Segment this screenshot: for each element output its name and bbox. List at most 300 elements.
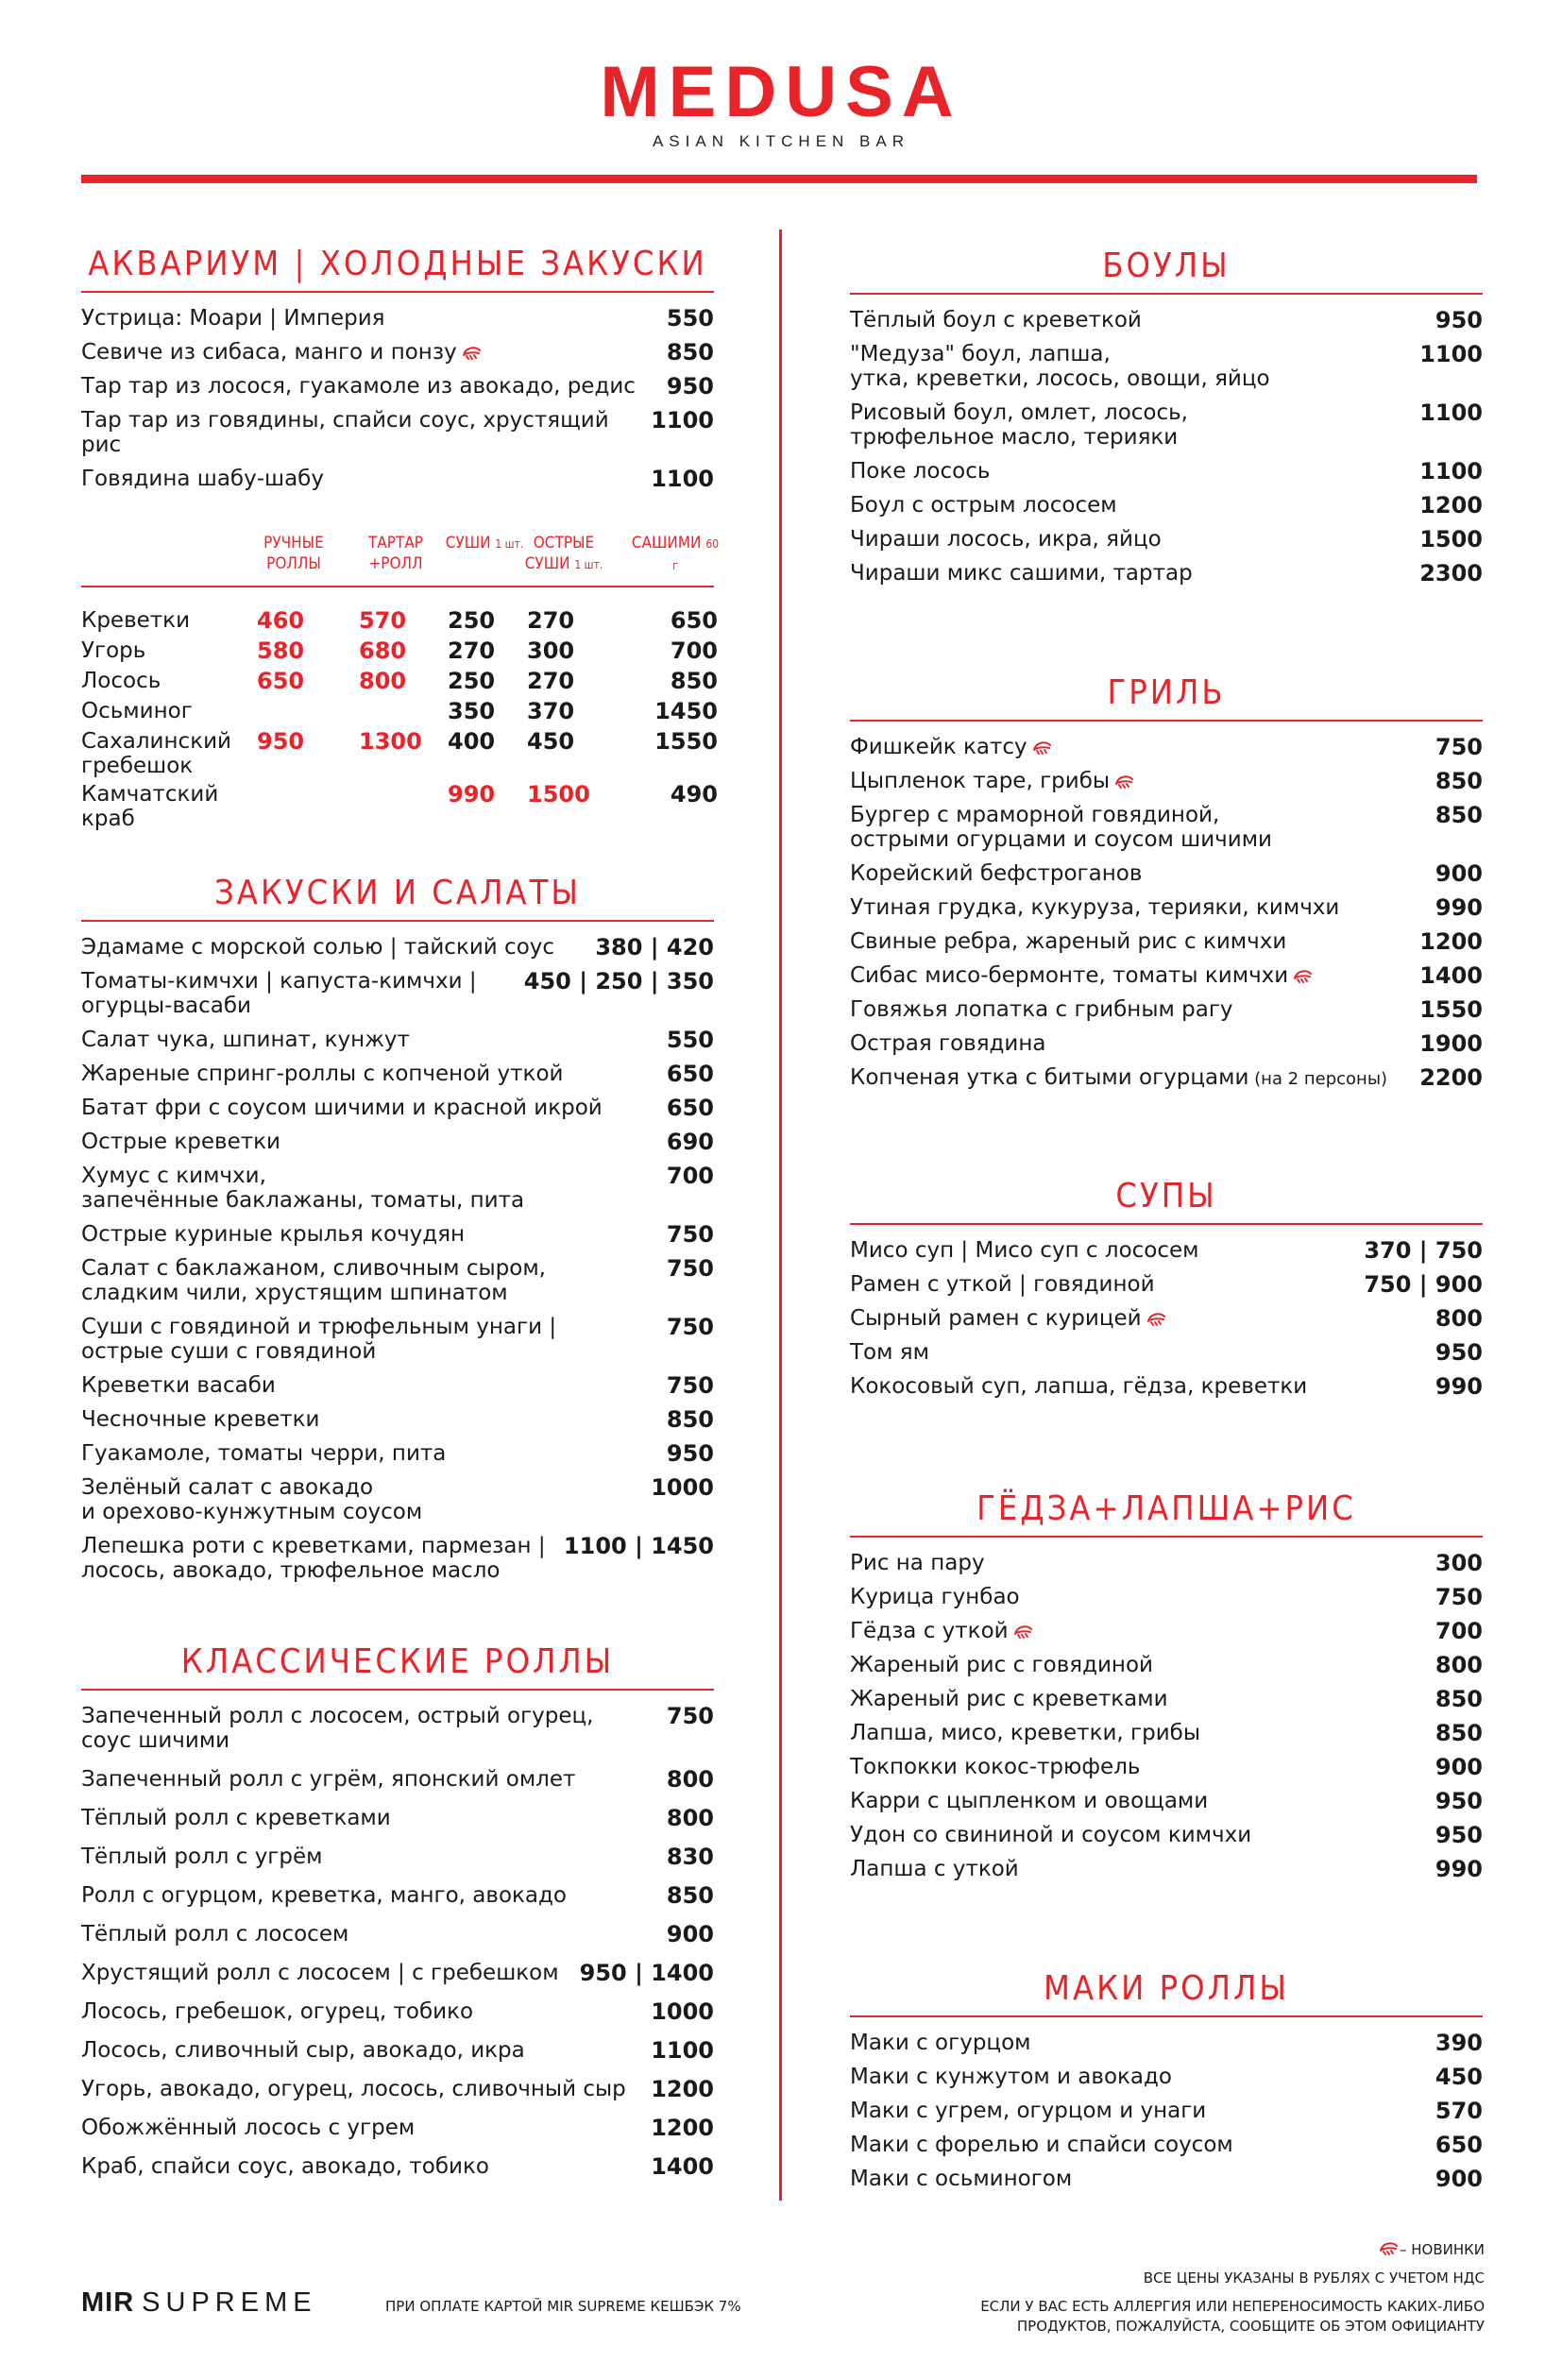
item-name: Копченая утка с битыми огурцами (на 2 персоны) — [850, 1065, 1388, 1090]
menu-item — [850, 1653, 1483, 1677]
menu-item — [850, 1031, 1483, 1056]
item-price: 1900 — [1419, 1030, 1483, 1057]
item-name: "Медуза" боул, лапша, утка, креветки, лосось, овощи, яйцо — [850, 342, 1270, 391]
menu-item — [850, 561, 1483, 586]
item-price: 850 — [1435, 1720, 1483, 1746]
item-price: 990 — [1435, 1856, 1483, 1882]
menu-item — [81, 374, 714, 399]
section-rule — [850, 293, 1483, 295]
item-price: 700 — [1435, 1618, 1483, 1644]
menu-item — [81, 1534, 714, 1583]
section-title: СУПЫ — [1115, 1177, 1217, 1216]
item-name: Хрустящий ролл с лососем | с гребешком — [81, 1961, 559, 1985]
menu-item — [81, 1407, 714, 1432]
item-price: 1000 — [651, 1998, 714, 2025]
item-price: 750 — [666, 1221, 714, 1248]
row-name: Креветки — [81, 608, 191, 633]
sushi-price-cell: 570 — [359, 607, 407, 634]
item-name: Креветки васаби — [81, 1373, 276, 1398]
item-price: 1200 — [651, 2115, 714, 2141]
item-price: 750 — [666, 1314, 714, 1340]
menu-item — [850, 2065, 1483, 2089]
menu-item — [850, 1551, 1483, 1575]
item-list — [81, 935, 714, 1583]
item-price: 990 — [1435, 894, 1483, 921]
menu-item — [81, 2154, 714, 2179]
menu-item — [81, 1062, 714, 1086]
item-name: Запеченный ролл с лососем, острый огурец, соус шичими — [81, 1704, 594, 1753]
item-name: Жареный рис с говядиной — [850, 1653, 1153, 1677]
menu-item — [81, 1475, 714, 1524]
menu-item — [850, 459, 1483, 484]
item-name: Гёдза с уткой — [850, 1619, 1422, 1643]
item-name: Фишкейк катсу — [850, 735, 1422, 759]
item-name: Батат фри с соусом шичими и красной икрой — [81, 1096, 603, 1120]
item-price: 1200 — [1419, 492, 1483, 518]
menu-item — [850, 963, 1483, 988]
item-price: 650 — [1435, 2132, 1483, 2158]
item-list — [850, 308, 1483, 586]
section-grill — [850, 672, 1483, 1101]
menu-item — [81, 1441, 714, 1466]
item-price: 550 — [666, 305, 714, 332]
item-name: Кокосовый суп, лапша, гёдза, креветки — [850, 1374, 1308, 1399]
menu-item — [81, 1373, 714, 1398]
item-name: Лепешка роти с креветками, пармезан | лосось, авокадо, трюфельное масло — [81, 1534, 546, 1583]
allergy-note-line1: ЕСЛИ У ВАС ЕСТЬ АЛЛЕРГИЯ ИЛИ НЕПЕРЕНОСИМОСТЬ КАКИХ-ЛИБО — [980, 2298, 1485, 2315]
column-divider — [779, 230, 782, 2201]
item-name: Боул с острым лососем — [850, 493, 1117, 518]
item-name: Сырный рамен с курицей — [850, 1306, 1422, 1331]
item-name: Карри с цыпленком и овощами — [850, 1789, 1209, 1813]
section-snacks — [81, 873, 714, 1592]
section-title: ГРИЛЬ — [1107, 673, 1226, 712]
menu-item — [850, 342, 1483, 391]
item-name: Мисо суп | Мисо суп с лососем — [850, 1238, 1199, 1263]
item-price: 1200 — [1419, 928, 1483, 955]
section-rule — [850, 720, 1483, 722]
item-price: 550 — [666, 1027, 714, 1053]
item-name: Краб, спайси соус, авокадо, тобико — [81, 2154, 489, 2179]
item-name: Лосось, гребешок, огурец, тобико — [81, 1999, 474, 2024]
menu-item — [81, 1767, 714, 1792]
item-name: Острые креветки — [81, 1130, 280, 1154]
menu-item — [81, 935, 714, 960]
item-name: Том ям — [850, 1340, 929, 1365]
sushi-price-cell: 680 — [359, 638, 407, 664]
logo-subtitle: ASIAN KITCHEN BAR — [652, 132, 910, 150]
item-price: 950 — [1435, 307, 1483, 333]
item-price: 1100 — [1419, 400, 1483, 426]
menu-item — [850, 1857, 1483, 1881]
sushi-price-cell: 460 — [257, 607, 305, 634]
item-price: 850 — [1435, 802, 1483, 828]
menu-item — [850, 2133, 1483, 2157]
menu-item — [81, 1028, 714, 1052]
sushi-price-cell: 300 — [527, 638, 575, 664]
item-price: 850 — [666, 1882, 714, 1909]
item-name: Маки с угрем, огурцом и унаги — [850, 2099, 1207, 2123]
column-label: ОСТРЫЕ СУШИ — [524, 534, 595, 573]
column-note: 1 шт. — [495, 537, 524, 551]
item-price: 800 — [666, 1805, 714, 1831]
item-price: 1000 — [651, 1474, 714, 1501]
header-rule — [81, 175, 1477, 183]
item-price: 990 — [1435, 1373, 1483, 1400]
item-price: 570 — [1435, 2098, 1483, 2124]
section-soups — [850, 1176, 1483, 1408]
sushi-price-cell: 250 — [448, 668, 496, 694]
sushi-price-cell: 950 — [257, 728, 305, 755]
item-name: Острая говядина — [850, 1031, 1046, 1056]
section-gyoza-noodles-rice — [850, 1488, 1483, 1891]
supreme-wordmark: SUPREME — [142, 2287, 317, 2318]
menu-item — [850, 1619, 1483, 1643]
item-list — [81, 306, 714, 491]
item-price: 1400 — [651, 2153, 714, 2180]
item-name: Чесночные креветки — [81, 1407, 320, 1432]
item-name: Цыпленок таре, грибы — [850, 769, 1422, 793]
menu-item — [81, 1806, 714, 1830]
item-price: 950 — [1435, 1822, 1483, 1848]
section-rule — [850, 1536, 1483, 1538]
item-price: 2200 — [1419, 1064, 1483, 1091]
mir-wordmark: MIR — [81, 2287, 135, 2318]
menu-item — [850, 861, 1483, 886]
column-label: САШИМИ — [631, 534, 702, 552]
menu-item — [850, 1687, 1483, 1711]
item-price: 700 — [666, 1163, 714, 1189]
row-name: Угорь — [81, 638, 146, 663]
item-name: Салат с баклажаном, сливочным сыром, сладким чили, хрустящим шпинатом — [81, 1256, 546, 1305]
item-name: Лапша, мисо, креветки, грибы — [850, 1721, 1201, 1745]
item-list — [850, 1238, 1483, 1399]
item-name: Маки с форелью и спайси соусом — [850, 2133, 1233, 2157]
item-price: 800 — [1435, 1305, 1483, 1332]
item-name: Тар тар из говядины, спайси соус, хрустящий рис — [81, 408, 609, 457]
item-price: 800 — [1435, 1652, 1483, 1678]
mir-supreme-logo — [81, 2287, 317, 2319]
item-name: Говяжья лопатка с грибным рагу — [850, 997, 1233, 1022]
menu-item — [850, 400, 1483, 450]
sushi-price-cell: 1450 — [654, 698, 718, 724]
item-price: 830 — [666, 1844, 714, 1870]
item-price: 650 — [666, 1095, 714, 1121]
item-price: 950 | 1400 — [579, 1960, 714, 1986]
item-name: Лапша с уткой — [850, 1857, 1019, 1881]
sushi-price-cell: 1550 — [654, 728, 718, 755]
menu-item — [81, 1999, 714, 2024]
item-name: Ролл с огурцом, креветка, манго, авокадо — [81, 1883, 567, 1908]
item-name: Говядина шабу-шабу — [81, 467, 324, 491]
item-price: 1100 — [651, 407, 714, 434]
item-list — [850, 735, 1483, 1092]
item-name: Эдамаме с морской солью | тайский соус — [81, 935, 555, 960]
menu-item — [850, 929, 1483, 954]
new-item-icon — [1293, 967, 1314, 984]
menu-item — [81, 1844, 714, 1869]
menu-item — [850, 493, 1483, 518]
item-price: 850 — [1435, 768, 1483, 794]
menu-item — [81, 1256, 714, 1305]
item-name: Обожжённый лосось с угрем — [81, 2116, 416, 2140]
menu-item — [850, 1721, 1483, 1745]
sushi-table-row — [81, 607, 718, 638]
section-title: АКВАРИУМ | ХОЛОДНЫЕ ЗАКУСКИ — [88, 245, 707, 283]
item-name: Свиные ребра, жареный рис с кимчхи — [850, 929, 1287, 954]
menu-item — [850, 1823, 1483, 1847]
item-name: Тёплый ролл с угрём — [81, 1844, 323, 1869]
item-price: 390 — [1435, 2030, 1483, 2056]
item-price: 1550 — [1419, 996, 1483, 1023]
sushi-column-header — [249, 533, 338, 574]
menu-item — [850, 308, 1483, 332]
sushi-price-cell: 350 — [448, 698, 496, 724]
menu-item — [850, 1340, 1483, 1365]
item-name: Маки с огурцом — [850, 2031, 1031, 2055]
item-name: Рамен с уткой | говядиной — [850, 1272, 1155, 1297]
sushi-table-body — [81, 607, 718, 831]
section-title: ГЁДЗА+ЛАПША+РИС — [976, 1489, 1356, 1528]
sushi-price-cell: 400 — [448, 728, 496, 755]
cashback-note: ПРИ ОПЛАТЕ КАРТОЙ MIR SUPREME КЕШБЭК 7% — [385, 2298, 741, 2315]
menu-item — [81, 2077, 714, 2101]
menu-item — [850, 1789, 1483, 1813]
sushi-price-cell: 270 — [527, 607, 575, 634]
sushi-column-header — [519, 533, 608, 575]
menu-item — [850, 2167, 1483, 2191]
item-list — [850, 2031, 1483, 2191]
item-name: Салат чука, шпинат, кунжут — [81, 1028, 410, 1052]
item-name: Рисовый боул, омлет, лосось, трюфельное масло, терияки — [850, 400, 1188, 450]
item-price: 900 — [1435, 2166, 1483, 2192]
menu-item — [850, 1238, 1483, 1263]
item-price: 1100 | 1450 — [563, 1533, 714, 1559]
menu-item — [81, 1883, 714, 1908]
sushi-table-row — [81, 698, 718, 729]
new-legend — [980, 2239, 1485, 2260]
item-price: 950 — [666, 1440, 714, 1467]
sushi-price-cell: 370 — [527, 698, 575, 724]
item-name: Угорь, авокадо, огурец, лосось, сливочный сыр — [81, 2077, 626, 2101]
section-title: ЗАКУСКИ И САЛАТЫ — [214, 874, 581, 912]
sushi-table-row — [81, 781, 718, 831]
item-price: 380 | 420 — [595, 934, 714, 960]
menu-item — [81, 1315, 714, 1364]
section-aquarium — [81, 244, 714, 501]
menu-item — [81, 467, 714, 491]
item-name: Токпокки кокос-трюфель — [850, 1755, 1141, 1779]
item-name: Суши с говядиной и трюфельным унаги | острые суши с говядиной — [81, 1315, 557, 1364]
sushi-column-header — [440, 533, 529, 554]
sushi-table-header — [81, 529, 720, 587]
item-name: Острые куриные крылья кочудян — [81, 1222, 466, 1247]
item-name: Запеченный ролл с угрём, японский омлет — [81, 1767, 576, 1792]
item-price: 900 — [1435, 1754, 1483, 1780]
item-price: 300 — [1435, 1550, 1483, 1576]
footer-notes — [980, 2239, 1485, 2337]
item-price: 690 — [666, 1129, 714, 1155]
item-price: 1100 — [651, 466, 714, 492]
menu-item — [81, 1222, 714, 1247]
menu-item — [850, 527, 1483, 552]
item-price: 750 — [1435, 1584, 1483, 1610]
menu-item — [81, 340, 714, 365]
section-maki-rolls — [850, 1968, 1483, 2201]
item-price: 1500 — [1419, 526, 1483, 552]
menu-item — [850, 1065, 1483, 1092]
menu-item — [850, 1306, 1483, 1331]
menu-item — [81, 408, 714, 457]
item-price: 750 — [666, 1703, 714, 1729]
item-price: 950 — [1435, 1788, 1483, 1814]
section-title: МАКИ РОЛЛЫ — [1044, 1969, 1289, 2008]
sushi-price-cell: 250 — [448, 607, 496, 634]
item-price: 1100 — [1419, 458, 1483, 484]
new-item-icon — [1032, 739, 1053, 756]
menu-item — [850, 1374, 1483, 1399]
item-price: 850 — [666, 1406, 714, 1433]
item-price: 2300 — [1419, 560, 1483, 586]
sushi-price-cell: 700 — [670, 638, 718, 664]
item-price: 1200 — [651, 2076, 714, 2102]
item-price: 1100 — [1419, 341, 1483, 367]
item-price: 900 — [1435, 860, 1483, 887]
item-price: 750 — [666, 1372, 714, 1399]
new-item-icon — [1013, 1623, 1034, 1640]
sushi-price-cell: 580 — [257, 638, 305, 664]
sushi-table-row — [81, 668, 718, 699]
item-price: 950 — [666, 373, 714, 400]
menu-item — [81, 2116, 714, 2140]
item-name: Томаты-кимчхи | капуста-кимчхи | огурцы-васаби — [81, 969, 477, 1018]
menu-item — [81, 1961, 714, 1985]
section-title: КЛАССИЧЕСКИЕ РОЛЛЫ — [180, 1642, 615, 1681]
section-bowls — [850, 246, 1483, 595]
item-name: Тёплый боул с креветкой — [850, 308, 1142, 332]
item-price: 750 — [666, 1255, 714, 1282]
sushi-price-cell: 1500 — [527, 781, 590, 808]
item-name: Бургер с мраморной говядиной, острыми огурцами и соусом шичими — [850, 803, 1273, 852]
item-name: Жареные спринг-роллы с копченой уткой — [81, 1062, 564, 1086]
item-name: Тёплый ролл с лососем — [81, 1922, 349, 1946]
brand-logo — [0, 52, 1562, 151]
section-rule — [850, 2015, 1483, 2017]
column-label: РУЧНЫЕ РОЛЛЫ — [263, 534, 324, 573]
row-name: Камчатский краб — [81, 782, 219, 831]
sushi-column-header — [631, 533, 720, 576]
item-name: Удон со свининой и соусом кимчхи — [850, 1823, 1252, 1847]
section-rule — [81, 1689, 714, 1691]
menu-item — [81, 1130, 714, 1154]
menu-item — [850, 2031, 1483, 2055]
item-name: Севиче из сибаса, манго и понзу — [81, 340, 654, 365]
item-list — [81, 1704, 714, 2179]
sushi-table-row — [81, 638, 718, 669]
item-name: Зелёный салат с авокадо и орехово-кунжутным соусом — [81, 1475, 423, 1524]
menu-item — [81, 306, 714, 331]
item-name: Устрица: Моари | Империя — [81, 306, 385, 331]
sushi-price-cell: 990 — [448, 781, 496, 808]
menu-item — [81, 2038, 714, 2063]
item-price: 650 — [666, 1061, 714, 1087]
item-price: 850 — [1435, 1686, 1483, 1712]
new-item-icon — [1379, 2239, 1400, 2256]
menu-item — [81, 1704, 714, 1753]
menu-item — [850, 1585, 1483, 1609]
menu-item — [81, 969, 714, 1018]
item-name: Чираши лосось, икра, яйцо — [850, 527, 1162, 552]
item-price: 900 — [666, 1921, 714, 1947]
prices-note: ВСЕ ЦЕНЫ УКАЗАНЫ В РУБЛЯХ С УЧЕТОМ НДС — [1143, 2270, 1485, 2286]
item-price: 1400 — [1419, 962, 1483, 989]
item-price: 950 — [1435, 1339, 1483, 1366]
item-price: 1100 — [651, 2037, 714, 2064]
section-rule — [81, 291, 714, 293]
section-title: БОУЛЫ — [1102, 246, 1231, 285]
menu-item — [850, 735, 1483, 759]
item-price: 370 | 750 — [1364, 1237, 1483, 1264]
menu-item — [81, 1922, 714, 1946]
item-name: Маки с кунжутом и авокадо — [850, 2065, 1172, 2089]
new-item-icon — [1146, 1310, 1167, 1327]
section-rule — [81, 920, 714, 922]
item-name: Лосось, сливочный сыр, авокадо, икра — [81, 2038, 525, 2063]
item-name: Рис на пару — [850, 1551, 985, 1575]
sushi-table-row — [81, 728, 718, 782]
column-note: 1 шт. — [574, 558, 603, 571]
new-legend-text: – НОВИНКИ — [1399, 2241, 1485, 2258]
allergy-note-line2: ПРОДУКТОВ, ПОЖАЛУЙСТА, СООБЩИТЕ ОБ ЭТОМ ОФИЦИАНТУ — [1016, 2318, 1485, 2335]
sushi-price-cell: 450 — [527, 728, 575, 755]
item-note: (на 2 персоны) — [1248, 1069, 1388, 1089]
item-name: Тёплый ролл с креветками — [81, 1806, 391, 1830]
sushi-price-cell: 800 — [359, 668, 407, 694]
logo-wordmark: MEDUSA — [600, 52, 962, 132]
new-item-icon — [462, 344, 483, 361]
item-name: Поке лосось — [850, 459, 991, 484]
column-label: ТАРТАР +РОЛЛ — [367, 534, 424, 573]
column-label: СУШИ — [445, 534, 491, 552]
menu-item — [850, 1755, 1483, 1779]
sushi-price-cell: 650 — [670, 607, 718, 634]
item-price: 850 — [666, 339, 714, 366]
item-name: Хумус с кимчхи, запечённые баклажаны, томаты, пита — [81, 1164, 525, 1213]
menu-item — [81, 1164, 714, 1213]
menu-item — [850, 803, 1483, 852]
item-name: Сибас мисо-бермонте, томаты кимчхи — [850, 963, 1406, 988]
item-name: Жареный рис с креветками — [850, 1687, 1168, 1711]
sushi-price-cell: 850 — [670, 668, 718, 694]
column-note: 60 г — [672, 537, 720, 572]
item-name: Курица гунбао — [850, 1585, 1020, 1609]
sushi-price-cell: 270 — [527, 668, 575, 694]
sushi-price-cell: 650 — [257, 668, 305, 694]
sushi-price-table — [81, 529, 720, 831]
item-name: Утиная грудка, кукуруза, терияки, кимчхи — [850, 895, 1340, 920]
sushi-column-header — [351, 533, 440, 574]
item-name: Маки с осьминогом — [850, 2167, 1073, 2191]
item-name: Чираши микс сашими, тартар — [850, 561, 1193, 586]
menu-item — [850, 1272, 1483, 1297]
item-price: 800 — [666, 1766, 714, 1793]
item-price: 450 — [1435, 2064, 1483, 2090]
sushi-price-cell: 490 — [670, 781, 718, 808]
item-price: 450 | 250 | 350 — [523, 968, 714, 994]
row-name: Осьминог — [81, 699, 193, 723]
menu-item — [850, 895, 1483, 920]
new-item-icon — [1114, 773, 1135, 790]
